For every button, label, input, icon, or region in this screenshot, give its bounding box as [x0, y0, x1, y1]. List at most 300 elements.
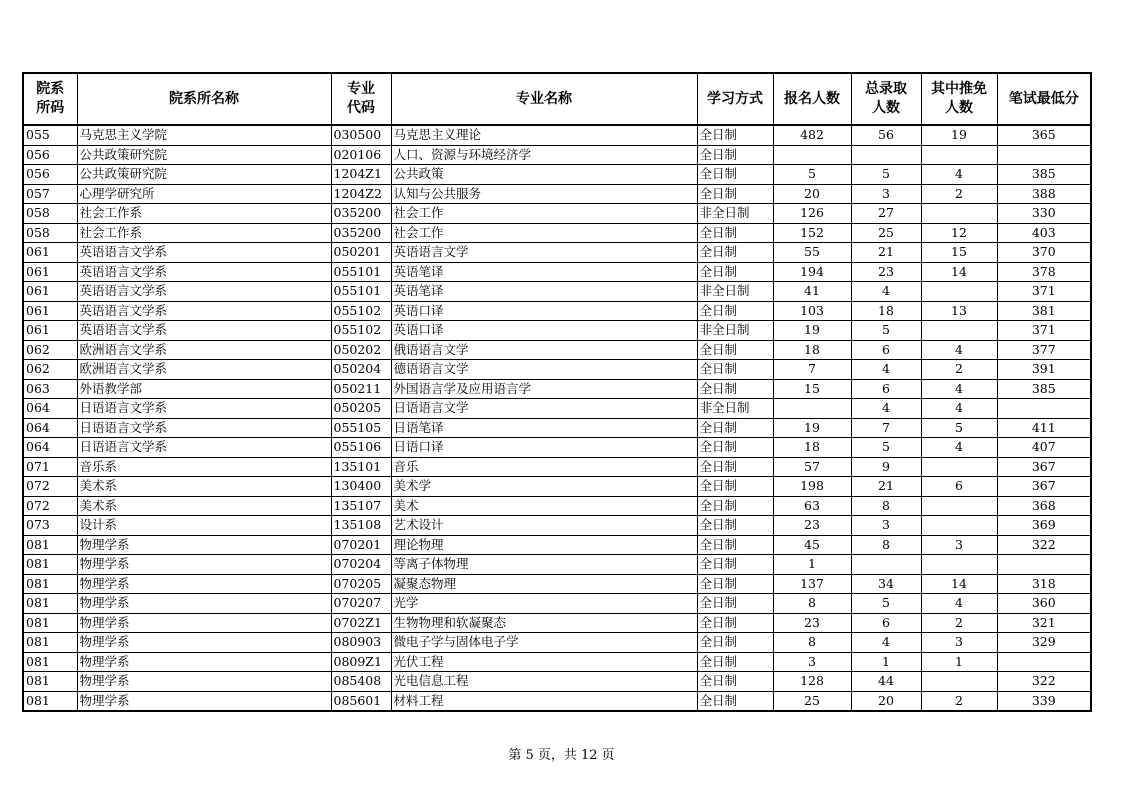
cell-major-code: 055105: [331, 418, 391, 438]
table-row: [23, 516, 1091, 536]
table-row: [23, 184, 1091, 204]
cell-min-score: 339: [997, 691, 1091, 711]
cell-dept-code: 061: [23, 262, 77, 282]
cell-major-name: 日语笔译: [391, 418, 697, 438]
cell-admitted: 44: [851, 672, 921, 692]
cell-applicants: 15: [773, 379, 851, 399]
cell-major-name: 德语语言文学: [391, 360, 697, 380]
cell-admitted: 5: [851, 165, 921, 185]
cell-min-score: 385: [997, 165, 1091, 185]
cell-min-score: 329: [997, 633, 1091, 653]
cell-major-name: 材料工程: [391, 691, 697, 711]
cell-recommended: 19: [921, 125, 997, 145]
cell-recommended: [921, 555, 997, 575]
cell-applicants: 45: [773, 535, 851, 555]
cell-major-name: 英语语言文学: [391, 243, 697, 263]
cell-min-score: [997, 555, 1091, 575]
cell-major-code: 1204Z1: [331, 165, 391, 185]
table-row: [23, 301, 1091, 321]
cell-dept-code: 063: [23, 379, 77, 399]
table-row: [23, 321, 1091, 341]
cell-dept-code: 081: [23, 672, 77, 692]
cell-min-score: 377: [997, 340, 1091, 360]
cell-dept-name: 英语语言文学系: [77, 262, 331, 282]
cell-dept-code: 072: [23, 496, 77, 516]
cell-major-name: 美术学: [391, 477, 697, 497]
cell-dept-name: 物理学系: [77, 613, 331, 633]
header-row: [23, 73, 1091, 125]
cell-major-code: 070201: [331, 535, 391, 555]
cell-admitted: 23: [851, 262, 921, 282]
header-study-mode: 学习方式: [697, 73, 773, 125]
cell-dept-code: 081: [23, 633, 77, 653]
cell-study-mode: 全日制: [697, 672, 773, 692]
cell-applicants: 55: [773, 243, 851, 263]
cell-applicants: 57: [773, 457, 851, 477]
cell-min-score: 367: [997, 457, 1091, 477]
table-row: [23, 165, 1091, 185]
cell-applicants: 41: [773, 282, 851, 302]
cell-admitted: 3: [851, 184, 921, 204]
table-row: [23, 282, 1091, 302]
cell-major-code: 035200: [331, 204, 391, 224]
cell-dept-code: 073: [23, 516, 77, 536]
cell-recommended: 3: [921, 535, 997, 555]
cell-admitted: 6: [851, 379, 921, 399]
cell-dept-name: 英语语言文学系: [77, 301, 331, 321]
cell-dept-name: 公共政策研究院: [77, 145, 331, 165]
cell-admitted: 9: [851, 457, 921, 477]
cell-dept-name: 社会工作系: [77, 223, 331, 243]
cell-dept-name: 物理学系: [77, 574, 331, 594]
cell-major-code: 050205: [331, 399, 391, 419]
table-row: [23, 204, 1091, 224]
cell-dept-code: 081: [23, 652, 77, 672]
cell-admitted: 6: [851, 340, 921, 360]
cell-dept-name: 日语语言文学系: [77, 438, 331, 458]
cell-admitted: 21: [851, 477, 921, 497]
cell-recommended: [921, 204, 997, 224]
cell-recommended: 1: [921, 652, 997, 672]
cell-study-mode: 全日制: [697, 633, 773, 653]
cell-major-code: 070204: [331, 555, 391, 575]
cell-study-mode: 全日制: [697, 360, 773, 380]
cell-study-mode: 全日制: [697, 379, 773, 399]
cell-min-score: 322: [997, 672, 1091, 692]
cell-study-mode: 全日制: [697, 301, 773, 321]
header-recommended: 其中推免 人数: [921, 73, 997, 125]
table-row: [23, 477, 1091, 497]
cell-min-score: 368: [997, 496, 1091, 516]
cell-study-mode: 全日制: [697, 516, 773, 536]
table-row: [23, 633, 1091, 653]
header-major-name: 专业名称: [391, 73, 697, 125]
cell-admitted: 4: [851, 399, 921, 419]
cell-major-code: 070207: [331, 594, 391, 614]
cell-dept-code: 071: [23, 457, 77, 477]
cell-recommended: 4: [921, 399, 997, 419]
cell-study-mode: 全日制: [697, 652, 773, 672]
table-row: [23, 438, 1091, 458]
cell-admitted: 27: [851, 204, 921, 224]
cell-study-mode: 全日制: [697, 165, 773, 185]
cell-applicants: 152: [773, 223, 851, 243]
cell-study-mode: 全日制: [697, 418, 773, 438]
cell-min-score: 391: [997, 360, 1091, 380]
cell-dept-code: 056: [23, 145, 77, 165]
cell-dept-name: 物理学系: [77, 672, 331, 692]
cell-dept-name: 英语语言文学系: [77, 321, 331, 341]
cell-study-mode: 全日制: [697, 496, 773, 516]
cell-study-mode: 非全日制: [697, 204, 773, 224]
cell-dept-name: 物理学系: [77, 633, 331, 653]
cell-major-code: 050202: [331, 340, 391, 360]
table-row: [23, 125, 1091, 145]
cell-min-score: [997, 145, 1091, 165]
cell-applicants: 194: [773, 262, 851, 282]
cell-applicants: 8: [773, 633, 851, 653]
cell-min-score: 322: [997, 535, 1091, 555]
cell-major-code: 1204Z2: [331, 184, 391, 204]
cell-min-score: 381: [997, 301, 1091, 321]
cell-dept-name: 公共政策研究院: [77, 165, 331, 185]
cell-min-score: 318: [997, 574, 1091, 594]
cell-major-code: 030500: [331, 125, 391, 145]
table-row: [23, 262, 1091, 282]
cell-recommended: 4: [921, 594, 997, 614]
page-number: 第 5 页，共 12 页: [508, 748, 615, 763]
cell-applicants: 63: [773, 496, 851, 516]
cell-dept-name: 外语教学部: [77, 379, 331, 399]
cell-dept-name: 设计系: [77, 516, 331, 536]
cell-applicants: [773, 399, 851, 419]
cell-dept-code: 056: [23, 165, 77, 185]
cell-dept-name: 物理学系: [77, 594, 331, 614]
cell-recommended: [921, 282, 997, 302]
cell-dept-name: 马克思主义学院: [77, 125, 331, 145]
cell-applicants: 25: [773, 691, 851, 711]
cell-admitted: 5: [851, 438, 921, 458]
cell-major-name: 理论物理: [391, 535, 697, 555]
cell-applicants: 137: [773, 574, 851, 594]
cell-study-mode: 全日制: [697, 184, 773, 204]
cell-major-code: 050211: [331, 379, 391, 399]
cell-major-name: 公共政策: [391, 165, 697, 185]
cell-major-code: 055102: [331, 321, 391, 341]
cell-recommended: 2: [921, 613, 997, 633]
cell-major-name: 俄语语言文学: [391, 340, 697, 360]
table-row: [23, 594, 1091, 614]
cell-min-score: 371: [997, 321, 1091, 341]
cell-major-name: 人口、资源与环境经济学: [391, 145, 697, 165]
cell-admitted: 5: [851, 594, 921, 614]
cell-study-mode: 非全日制: [697, 399, 773, 419]
cell-min-score: 370: [997, 243, 1091, 263]
cell-major-name: 光学: [391, 594, 697, 614]
cell-study-mode: 全日制: [697, 457, 773, 477]
cell-dept-code: 057: [23, 184, 77, 204]
cell-major-name: 英语笔译: [391, 262, 697, 282]
cell-applicants: 126: [773, 204, 851, 224]
table-row: [23, 496, 1091, 516]
cell-study-mode: 全日制: [697, 691, 773, 711]
cell-applicants: 8: [773, 594, 851, 614]
cell-study-mode: 全日制: [697, 145, 773, 165]
cell-dept-code: 061: [23, 282, 77, 302]
cell-recommended: 15: [921, 243, 997, 263]
cell-min-score: 365: [997, 125, 1091, 145]
cell-study-mode: 全日制: [697, 262, 773, 282]
cell-major-code: 130400: [331, 477, 391, 497]
cell-dept-name: 欧洲语言文学系: [77, 360, 331, 380]
cell-applicants: 19: [773, 321, 851, 341]
cell-major-name: 英语笔译: [391, 282, 697, 302]
cell-dept-name: 美术系: [77, 477, 331, 497]
cell-dept-code: 064: [23, 399, 77, 419]
cell-dept-code: 064: [23, 438, 77, 458]
cell-dept-name: 英语语言文学系: [77, 282, 331, 302]
table-row: [23, 243, 1091, 263]
table-row: [23, 574, 1091, 594]
cell-recommended: 2: [921, 360, 997, 380]
cell-min-score: [997, 399, 1091, 419]
cell-min-score: 407: [997, 438, 1091, 458]
cell-recommended: [921, 516, 997, 536]
cell-recommended: 4: [921, 438, 997, 458]
table-row: [23, 652, 1091, 672]
cell-applicants: [773, 145, 851, 165]
cell-applicants: 5: [773, 165, 851, 185]
cell-min-score: 388: [997, 184, 1091, 204]
cell-recommended: 14: [921, 574, 997, 594]
cell-admitted: 5: [851, 321, 921, 341]
cell-recommended: [921, 145, 997, 165]
table-row: [23, 418, 1091, 438]
cell-admitted: 4: [851, 633, 921, 653]
cell-min-score: 369: [997, 516, 1091, 536]
cell-dept-code: 055: [23, 125, 77, 145]
cell-applicants: 103: [773, 301, 851, 321]
cell-major-name: 光伏工程: [391, 652, 697, 672]
header-admitted: 总录取 人数: [851, 73, 921, 125]
table-row: [23, 360, 1091, 380]
cell-admitted: 18: [851, 301, 921, 321]
cell-major-code: 0702Z1: [331, 613, 391, 633]
cell-major-name: 美术: [391, 496, 697, 516]
cell-dept-code: 081: [23, 574, 77, 594]
cell-major-name: 日语口译: [391, 438, 697, 458]
header-applicants: 报名人数: [773, 73, 851, 125]
table-row: [23, 340, 1091, 360]
cell-min-score: 378: [997, 262, 1091, 282]
cell-recommended: 4: [921, 340, 997, 360]
cell-dept-name: 物理学系: [77, 652, 331, 672]
cell-major-code: 055102: [331, 301, 391, 321]
cell-dept-code: 061: [23, 243, 77, 263]
header-min-score: 笔试最低分: [997, 73, 1091, 125]
cell-admitted: [851, 145, 921, 165]
cell-study-mode: 全日制: [697, 477, 773, 497]
cell-dept-code: 058: [23, 204, 77, 224]
cell-min-score: [997, 652, 1091, 672]
cell-dept-name: 物理学系: [77, 535, 331, 555]
cell-applicants: 128: [773, 672, 851, 692]
header-dept-code: 院系 所码: [23, 73, 77, 125]
cell-applicants: 18: [773, 438, 851, 458]
cell-admitted: [851, 555, 921, 575]
cell-recommended: 14: [921, 262, 997, 282]
cell-recommended: 4: [921, 379, 997, 399]
cell-admitted: 8: [851, 535, 921, 555]
cell-min-score: 385: [997, 379, 1091, 399]
cell-dept-code: 061: [23, 321, 77, 341]
cell-recommended: [921, 321, 997, 341]
cell-recommended: [921, 496, 997, 516]
cell-study-mode: 非全日制: [697, 321, 773, 341]
cell-study-mode: 全日制: [697, 223, 773, 243]
cell-major-name: 生物物理和软凝聚态: [391, 613, 697, 633]
cell-dept-code: 061: [23, 301, 77, 321]
cell-applicants: 23: [773, 516, 851, 536]
cell-dept-code: 058: [23, 223, 77, 243]
cell-major-name: 微电子学与固体电子学: [391, 633, 697, 653]
cell-recommended: 6: [921, 477, 997, 497]
table-row: [23, 457, 1091, 477]
cell-major-name: 光电信息工程: [391, 672, 697, 692]
cell-recommended: 13: [921, 301, 997, 321]
cell-study-mode: 全日制: [697, 555, 773, 575]
header-major-code: 专业 代码: [331, 73, 391, 125]
cell-min-score: 360: [997, 594, 1091, 614]
cell-major-code: 135107: [331, 496, 391, 516]
cell-study-mode: 全日制: [697, 574, 773, 594]
cell-admitted: 4: [851, 282, 921, 302]
cell-major-code: 055101: [331, 262, 391, 282]
cell-dept-code: 064: [23, 418, 77, 438]
cell-major-name: 社会工作: [391, 204, 697, 224]
cell-major-code: 080903: [331, 633, 391, 653]
cell-recommended: 5: [921, 418, 997, 438]
cell-admitted: 56: [851, 125, 921, 145]
cell-study-mode: 全日制: [697, 243, 773, 263]
cell-dept-name: 欧洲语言文学系: [77, 340, 331, 360]
cell-study-mode: 全日制: [697, 594, 773, 614]
cell-applicants: 18: [773, 340, 851, 360]
cell-min-score: 371: [997, 282, 1091, 302]
cell-major-code: 050201: [331, 243, 391, 263]
cell-admitted: 21: [851, 243, 921, 263]
cell-dept-name: 物理学系: [77, 555, 331, 575]
cell-study-mode: 非全日制: [697, 282, 773, 302]
cell-applicants: 19: [773, 418, 851, 438]
cell-applicants: 198: [773, 477, 851, 497]
table-row: [23, 379, 1091, 399]
cell-dept-code: 072: [23, 477, 77, 497]
cell-dept-name: 英语语言文学系: [77, 243, 331, 263]
cell-dept-name: 美术系: [77, 496, 331, 516]
cell-major-name: 外国语言学及应用语言学: [391, 379, 697, 399]
cell-min-score: 330: [997, 204, 1091, 224]
cell-applicants: 482: [773, 125, 851, 145]
cell-admitted: 6: [851, 613, 921, 633]
cell-major-code: 035200: [331, 223, 391, 243]
cell-major-code: 085601: [331, 691, 391, 711]
cell-recommended: 4: [921, 165, 997, 185]
cell-applicants: 23: [773, 613, 851, 633]
cell-major-name: 马克思主义理论: [391, 125, 697, 145]
table-row: [23, 613, 1091, 633]
cell-major-code: 085408: [331, 672, 391, 692]
cell-recommended: 12: [921, 223, 997, 243]
table-row: [23, 535, 1091, 555]
table-row: [23, 555, 1091, 575]
cell-dept-code: 081: [23, 691, 77, 711]
cell-major-name: 认知与公共服务: [391, 184, 697, 204]
cell-admitted: 3: [851, 516, 921, 536]
table-row: [23, 691, 1091, 711]
cell-major-code: 055106: [331, 438, 391, 458]
cell-major-code: 135101: [331, 457, 391, 477]
table-row: [23, 399, 1091, 419]
cell-admitted: 7: [851, 418, 921, 438]
cell-applicants: 20: [773, 184, 851, 204]
cell-recommended: 2: [921, 691, 997, 711]
cell-min-score: 321: [997, 613, 1091, 633]
table-row: [23, 672, 1091, 692]
cell-major-name: 凝聚态物理: [391, 574, 697, 594]
cell-major-code: 0809Z1: [331, 652, 391, 672]
cell-min-score: 367: [997, 477, 1091, 497]
cell-major-code: 070205: [331, 574, 391, 594]
cell-applicants: 1: [773, 555, 851, 575]
table-row: [23, 145, 1091, 165]
cell-admitted: 34: [851, 574, 921, 594]
cell-recommended: 2: [921, 184, 997, 204]
admissions-table: [22, 72, 1092, 712]
cell-dept-name: 日语语言文学系: [77, 418, 331, 438]
table-row: [23, 223, 1091, 243]
cell-dept-name: 心理学研究所: [77, 184, 331, 204]
header-dept-name: 院系所名称: [77, 73, 331, 125]
cell-recommended: [921, 457, 997, 477]
cell-major-code: 055101: [331, 282, 391, 302]
cell-admitted: 1: [851, 652, 921, 672]
cell-recommended: [921, 672, 997, 692]
cell-dept-code: 081: [23, 535, 77, 555]
cell-dept-code: 081: [23, 555, 77, 575]
cell-dept-name: 物理学系: [77, 691, 331, 711]
cell-recommended: 3: [921, 633, 997, 653]
cell-major-name: 音乐: [391, 457, 697, 477]
cell-dept-name: 日语语言文学系: [77, 399, 331, 419]
cell-admitted: 20: [851, 691, 921, 711]
cell-dept-name: 社会工作系: [77, 204, 331, 224]
cell-major-name: 英语口译: [391, 301, 697, 321]
cell-dept-code: 081: [23, 594, 77, 614]
cell-major-name: 日语语言文学: [391, 399, 697, 419]
cell-major-name: 等离子体物理: [391, 555, 697, 575]
cell-admitted: 8: [851, 496, 921, 516]
cell-major-name: 社会工作: [391, 223, 697, 243]
cell-min-score: 411: [997, 418, 1091, 438]
cell-study-mode: 全日制: [697, 438, 773, 458]
cell-dept-code: 062: [23, 360, 77, 380]
cell-study-mode: 全日制: [697, 613, 773, 633]
cell-dept-code: 062: [23, 340, 77, 360]
cell-study-mode: 全日制: [697, 535, 773, 555]
cell-applicants: 3: [773, 652, 851, 672]
cell-study-mode: 全日制: [697, 125, 773, 145]
